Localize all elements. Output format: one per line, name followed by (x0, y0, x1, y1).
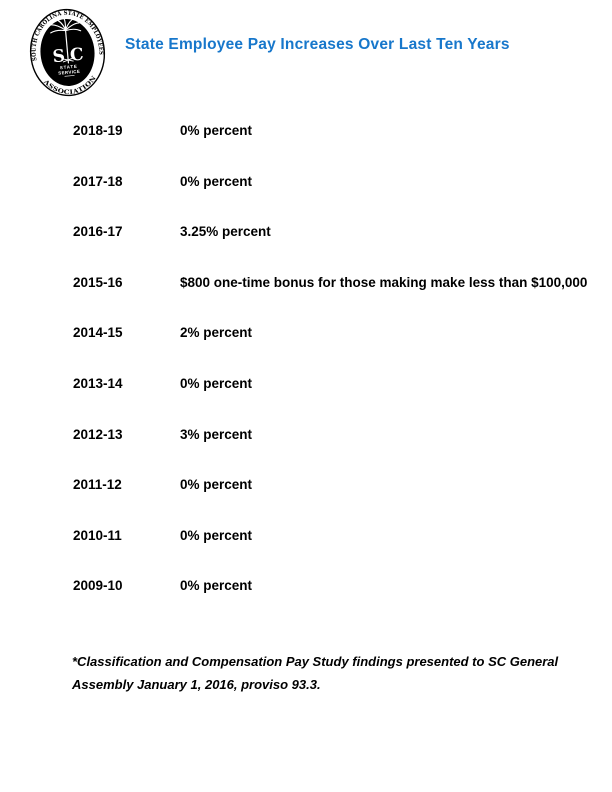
pay-increase-value: 0% percent (180, 173, 253, 189)
seal-ring-text-top: SOUTH CAROLINA STATE EMPLOYEES (30, 9, 105, 62)
pay-increase-value: 0% percent (180, 527, 253, 543)
seal-monogram-s: S (51, 46, 66, 68)
scsea-seal-logo (25, 5, 109, 100)
fiscal-year: 2015-16 (73, 274, 123, 290)
pay-increase-value: 2% percent (180, 325, 253, 341)
pay-row (73, 529, 587, 580)
fiscal-year: 2010-11 (73, 527, 122, 543)
fiscal-year: 2012-13 (73, 426, 123, 442)
pay-row (73, 478, 587, 529)
pay-row (73, 124, 587, 175)
pay-row (73, 175, 587, 226)
pay-increase-value: 3% percent (180, 426, 253, 442)
fiscal-year: 2014-15 (73, 325, 123, 341)
pay-increase-value: 0% percent (180, 477, 253, 493)
fiscal-year: 2018-19 (73, 123, 123, 138)
seal-banner-state: STATE (59, 63, 78, 71)
pay-increase-value: 0% percent (180, 375, 253, 391)
fiscal-year: 2011-12 (73, 477, 122, 493)
pay-row (73, 377, 587, 428)
page-title: State Employee Pay Increases Over Last Ten Years (125, 36, 510, 53)
fiscal-year: 2017-18 (73, 173, 123, 189)
fiscal-year: 2009-10 (73, 578, 123, 594)
pay-row (73, 276, 587, 327)
pay-increase-value: 3.25% percent (180, 224, 271, 240)
pay-increase-value: 0% percent (180, 123, 253, 138)
seal-monogram-c: C (69, 44, 85, 66)
footnote-line: *Classification and Compensation Pay Study findings presented to SC General (72, 654, 559, 669)
seal-ring-text-bottom: ASSOCIATION (42, 75, 98, 97)
pay-row (73, 326, 587, 377)
footnote-line: Assembly January 1, 2016, proviso 93.3. (72, 676, 321, 692)
footnote (72, 651, 558, 696)
pay-increase-list (73, 124, 587, 630)
fiscal-year: 2013-14 (73, 375, 123, 391)
seal-banner-service: SERVICE (58, 68, 81, 76)
fiscal-year: 2016-17 (73, 224, 123, 240)
pay-row (73, 579, 587, 630)
pay-row (73, 428, 587, 479)
pay-row (73, 225, 587, 276)
pay-increase-value: 0% percent (180, 578, 253, 594)
pay-increase-value: $800 one-time bonus for those making make less than $100,000 (180, 274, 588, 290)
